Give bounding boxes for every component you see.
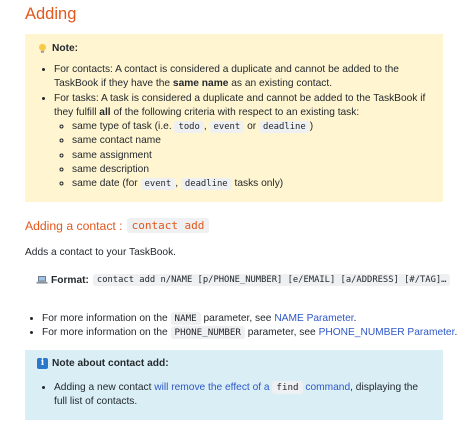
note-list (37, 63, 431, 192)
code-deadline: deadline (181, 178, 232, 190)
name-parameter-link[interactable]: NAME Parameter (274, 313, 354, 324)
criteria-item-name: ◦ same contact name (72, 134, 431, 148)
info-icon: i (37, 358, 48, 369)
phone-number-parameter-link[interactable]: PHONE_NUMBER Parameter (318, 327, 455, 338)
code-phone-number: PHONE_NUMBER (171, 326, 245, 339)
info-text-suffix: , displaying the full list of contacts. (54, 382, 419, 407)
code-find: find (272, 381, 302, 394)
code-name: NAME (171, 312, 201, 325)
parameter-links-list (25, 312, 457, 340)
note-contacts-bold: same name (172, 78, 229, 90)
parameter-link-item-name (42, 312, 457, 326)
parameter-link-item-phone (42, 326, 457, 340)
info-box (25, 350, 443, 420)
criteria-list (54, 120, 431, 191)
info-heading-text: Note about contact add: (52, 358, 169, 369)
info-list (37, 381, 431, 409)
format-code: contact add n/NAME [p/PHONE_NUMBER] [e/EMAIL] [a/ADDRESS] [#/TAG]… (93, 274, 451, 286)
criteria-type-text: same type of task (i.e. (72, 121, 175, 133)
criteria-item-description: ◦ same description (72, 163, 431, 177)
command-link[interactable]: command (305, 382, 351, 393)
link-item-text: parameter, see (244, 327, 319, 338)
criteria-date-suffix: tasks only) (231, 178, 284, 190)
note-heading (37, 43, 431, 54)
section-command-code: contact add (127, 218, 210, 233)
criteria-item-assignment: ◦ same assignment (72, 149, 431, 163)
note-contacts-text: For contacts: A contact is considered a duplicate and cannot be added to the TaskBook if they have the (54, 64, 399, 90)
link-item-text: parameter, see (200, 313, 275, 324)
code-deadline: deadline (259, 121, 310, 133)
remove-effect-link[interactable]: will remove the effect of a (154, 382, 270, 393)
criteria-item-type (72, 120, 431, 134)
criteria-comma: , (175, 178, 181, 190)
code-event: event (141, 178, 176, 190)
criteria-or: or (244, 121, 259, 133)
note-heading-text: Note: (52, 43, 79, 54)
command-description: Adds a contact to your TaskBook. (25, 247, 177, 258)
criteria-type-suffix: ) (309, 121, 314, 133)
page-title: Adding (25, 5, 77, 23)
code-todo: todo (174, 121, 203, 133)
format-line (36, 274, 450, 286)
link-item-text: For more information on the (42, 327, 171, 338)
section-heading (25, 218, 209, 233)
info-text: Adding a new contact (54, 382, 155, 393)
lightbulb-icon (37, 43, 48, 54)
info-item (54, 381, 431, 409)
link-item-period: . (454, 327, 458, 338)
criteria-comma: , (203, 121, 210, 133)
criteria-item-date (72, 177, 431, 191)
laptop-icon (36, 275, 48, 285)
note-box (25, 34, 443, 202)
note-item-contacts (54, 63, 431, 92)
code-event: event (210, 121, 245, 133)
note-tasks-text: For tasks: A task is considered a duplicate and cannot be added to the TaskBook if they fulfill (54, 92, 426, 118)
section-heading-text: Adding a contact : (25, 218, 123, 233)
note-tasks-bold: all (99, 106, 111, 118)
link-item-period: . (353, 313, 357, 324)
link-item-text: For more information on the (42, 313, 171, 324)
note-item-tasks (54, 92, 431, 192)
note-contacts-suffix: as an existing contact. (228, 78, 333, 90)
info-heading (37, 358, 431, 369)
note-tasks-suffix: of the following criteria with respect to an existing task: (110, 106, 360, 118)
format-label: Format: (51, 274, 89, 286)
criteria-date-text: same date (for (72, 178, 141, 190)
